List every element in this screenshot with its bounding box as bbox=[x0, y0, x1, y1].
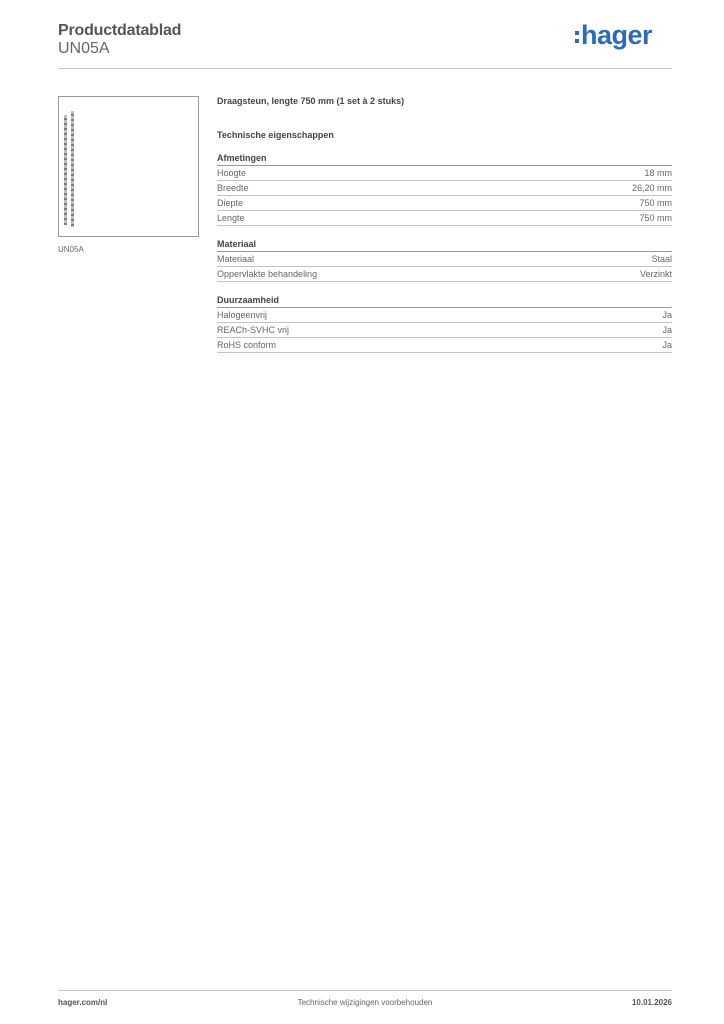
product-code: UN05A bbox=[58, 40, 110, 57]
footer-divider bbox=[58, 990, 672, 991]
hager-logo bbox=[575, 20, 652, 50]
product-image bbox=[58, 96, 199, 237]
website-link[interactable]: hager.com/nl bbox=[58, 998, 108, 1007]
spec-value: 750 mm bbox=[639, 213, 672, 223]
footer-notice: Technische wijzigingen voorbehouden bbox=[297, 998, 433, 1007]
spec-group-duurzaamheid bbox=[217, 293, 672, 353]
page-header bbox=[58, 20, 672, 68]
spec-value: Ja bbox=[662, 325, 672, 335]
spec-row bbox=[217, 181, 672, 196]
spec-value: Ja bbox=[662, 340, 672, 350]
footer-date: 10.01.2026 bbox=[631, 998, 672, 1007]
spec-group-afmetingen bbox=[217, 151, 672, 226]
spec-value: Staal bbox=[651, 254, 672, 264]
spec-label: Halogeenvrij bbox=[217, 310, 268, 320]
spec-row bbox=[217, 323, 672, 338]
spec-value: 750 mm bbox=[639, 198, 672, 208]
spec-label: Oppervlakte behandeling bbox=[217, 269, 318, 279]
spec-label: Lengte bbox=[217, 213, 245, 223]
mounting-rail-image bbox=[71, 111, 74, 227]
spec-row bbox=[217, 267, 672, 282]
spec-group-title: Afmetingen bbox=[217, 151, 672, 166]
spec-label: REACh-SVHC vrij bbox=[217, 325, 290, 335]
product-description: Draagsteun, lengte 750 mm (1 set à 2 stuks) bbox=[217, 96, 405, 106]
spec-value: 18 mm bbox=[644, 168, 672, 178]
document-title: Productdatablad bbox=[58, 22, 182, 39]
page-footer bbox=[58, 998, 672, 1010]
mounting-rail-image bbox=[64, 115, 67, 225]
spec-row bbox=[217, 166, 672, 181]
product-specs bbox=[217, 94, 672, 353]
spec-group-materiaal bbox=[217, 237, 672, 282]
image-caption: UN05A bbox=[58, 245, 84, 254]
spec-label: Diepte bbox=[217, 198, 244, 208]
spec-row bbox=[217, 196, 672, 211]
spec-row bbox=[217, 308, 672, 323]
spec-label: Hoogte bbox=[217, 168, 247, 178]
spec-label: Breedte bbox=[217, 183, 249, 193]
spec-row bbox=[217, 252, 672, 267]
spec-value: 26,20 mm bbox=[631, 183, 672, 193]
spec-value: Ja bbox=[662, 310, 672, 320]
spec-row bbox=[217, 211, 672, 226]
spec-label: RoHS conform bbox=[217, 340, 277, 350]
logo-dots-icon bbox=[575, 31, 579, 43]
spec-group-title: Materiaal bbox=[217, 237, 672, 252]
section-title: Technische eigenschappen bbox=[217, 130, 334, 140]
spec-label: Materiaal bbox=[217, 254, 255, 264]
logo-text: hager bbox=[580, 20, 652, 50]
spec-group-title: Duurzaamheid bbox=[217, 293, 672, 308]
spec-value: Verzinkt bbox=[639, 269, 672, 279]
header-divider bbox=[58, 68, 672, 69]
spec-row bbox=[217, 338, 672, 353]
